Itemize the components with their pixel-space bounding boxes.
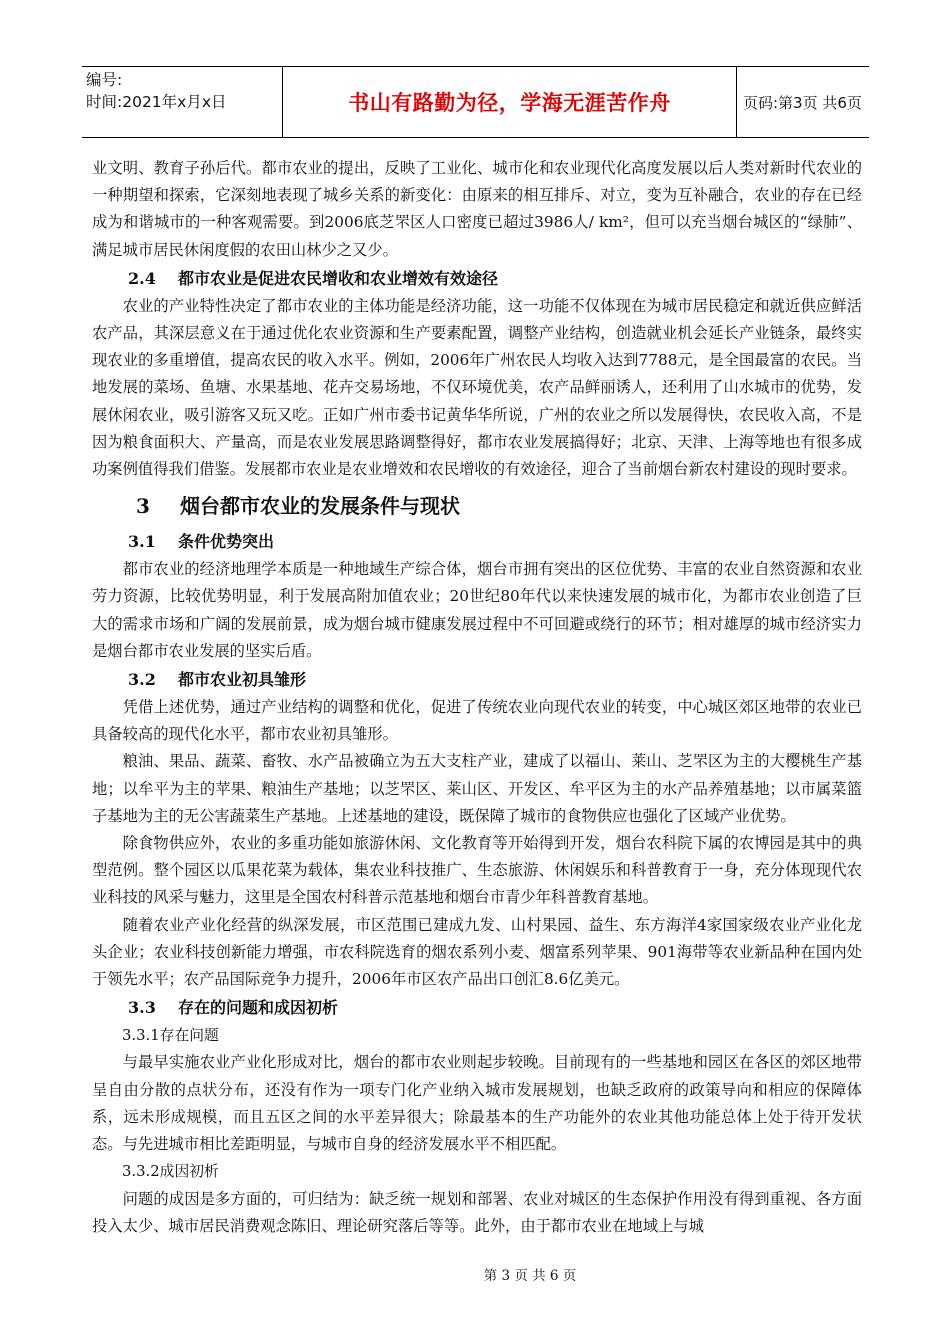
section-heading-3-1: [92, 527, 862, 556]
section-number: 3.3: [128, 998, 156, 1018]
chapter-title: 烟台都市农业的发展条件与现状: [180, 494, 460, 519]
header-motto-cell: [282, 67, 737, 137]
document-body: [92, 155, 862, 1240]
section-number: 2.4: [128, 268, 156, 288]
document-number-label: 编号:: [86, 71, 123, 89]
paragraph: 问题的成因是多方面的，可归结为：缺乏统一规划和部署、农业对城区的生态保护作用没有得到重视、各方面投入太少、城市居民消费观念陈旧、理论研究落后等等。此外，由于都市农业在地域上与城: [92, 1189, 862, 1235]
section-title: 都市农业初具雏形: [178, 670, 307, 690]
header-meta: [82, 67, 282, 137]
paragraph: 粮油、果品、蔬菜、畜牧、水产品被确立为五大支柱产业，建成了以福山、莱山、芝罘区为主的大樱桃生产基地；以牟平为主的苹果、粮油生产基地；以芝罘区、莱山区、开发区、牟平区为主的水产品养殖基地；以市属菜篮子基地为主的无公害蔬菜生产基地。上述基地的建设，既保障了城市的食物供应也强化了区域产业优势。: [92, 752, 862, 825]
paragraph: 业文明、教育子孙后代。都市农业的提出，反映了工业化、城市化和农业现代化高度发展以后人类对新时代农业的一种期望和探索，它深刻地表现了城乡关系的新变化：由原来的相互排斥、对立，变为互补融合，农业的存在已经成为和谐城市的一种客观需要。到2006底芝罘区人口密度已超过3986人/ km²，但可以充当烟台城区的“绿肺”、满足城市居民休闲度假的农田山林少之又少。: [92, 159, 862, 259]
subsection-heading-3-3-2: 3.3.2成因初析: [122, 1163, 219, 1181]
paragraph: 随着农业产业化经营的纵深发展，市区范围已建成九发、山村果园、益生、东方海洋4家国家级农业产业化龙头企业；农业科技创新能力增强，市农科院选育的烟农系列小麦、烟富系列苹果、901海带等农业新品种在国内处于领先水平；农产品国际竞争力提升，2006年市区农产品出口创汇8.6亿美元。: [92, 915, 862, 989]
page-header: [82, 66, 869, 138]
chapter-number: 3: [136, 494, 150, 519]
footer-page-number: 第 3 页 共 6 页: [483, 1268, 577, 1284]
section-heading-2-4: [92, 264, 862, 293]
section-number: 3.1: [128, 532, 156, 552]
paragraph: 除食物供应外，农业的多重功能如旅游休闲、文化教育等开始得到开发，烟台农科院下属的农博园是其中的典型范例。整个园区以瓜果花菜为载体，集农业科技推广、生态旅游、休闲娱乐和科普教育于一身，充分体现现代农业科技的风采与魅力，这里是全国农村科普示范基地和烟台市青少年科普教育基地。: [92, 834, 862, 907]
header-motto: 书山有路勤为径，学海无涯苦作舟: [348, 91, 671, 115]
paragraph: 农业的产业特性决定了都市农业的主体功能是经济功能，这一功能不仅体现在为城市居民稳定和就近供应鲜活农产品，其深层意义在于通过优化农业资源和生产要素配置，调整产业结构，创造就业机会延长产业链条，最终实现农业的多重增值，提高农民的收入水平。例如，2006年广州农民人均收入达到7788元，是全国最富的农民。当地发展的菜场、鱼塘、水果基地、花卉交易场地，不仅环境优美，农产品鲜丽诱人，还利用了山水城市的优势，发展休闲农业，吸引游客又玩又吃。正如广州市委书记黄华华所说，广州的农业之所以发展得快，农民收入高，不是因为粮食面积大、产量高，而是农业发展思路调整得好，都市农业发展搞得好；北京、天津、上海等地也有很多成功案例值得我们借鉴。发展都市农业是农业增效和农民增收的有效途径，迎合了当前烟台新农村建设的现时要求。: [92, 296, 862, 479]
page-footer: [0, 1264, 950, 1284]
paragraph: 凭借上述优势，通过产业结构的调整和优化，促进了传统农业向现代农业的转变，中心城区郊区地带的农业已具备较高的现代化水平，都市农业初具雏形。: [92, 698, 862, 744]
section-number: 3.2: [128, 670, 156, 690]
document-time-label: 时间:2021年x月x日: [86, 93, 227, 111]
section-title: 都市农业是促进农民增收和农业增效有效途径: [178, 268, 499, 288]
section-title: 存在的问题和成因初析: [178, 998, 339, 1018]
subsection-heading-3-3-1: 3.3.1存在问题: [122, 1027, 219, 1045]
section-heading-3-3: [92, 993, 862, 1022]
paragraph: 与最早实施农业产业化形成对比，烟台的都市农业则起步较晚。目前现有的一些基地和园区在各区的郊区地带呈自由分散的点状分布，还没有作为一项专门化产业纳入城市发展规划，也缺乏政府的政策导向和相应的保障体系，远未形成规模，而且五区之间的水平差异很大；除最基本的生产功能外的农业其他功能总体上处于待开发状态。与先进城市相比差距明显，与城市自身的经济发展水平不相匹配。: [92, 1053, 862, 1154]
paragraph: 都市农业的经济地理学本质是一种地域生产综合体，烟台市拥有突出的区位优势、丰富的农业自然资源和农业劳力资源，比较优势明显，利于发展高附加值农业；20世纪80年代以来快速发展的城市化，为都市农业创造了巨大的需求市场和广阔的发展前景，成为烟台城市健康发展过程中不可回避或绕行的环节；相对雄厚的城市经济实力是烟台都市农业发展的坚实后盾。: [92, 560, 862, 660]
header-page-info: 页码:第3页 共6页: [743, 93, 862, 112]
section-title: 条件优势突出: [178, 532, 275, 552]
chapter-heading-3: [92, 489, 862, 523]
section-heading-3-2: [92, 665, 862, 694]
